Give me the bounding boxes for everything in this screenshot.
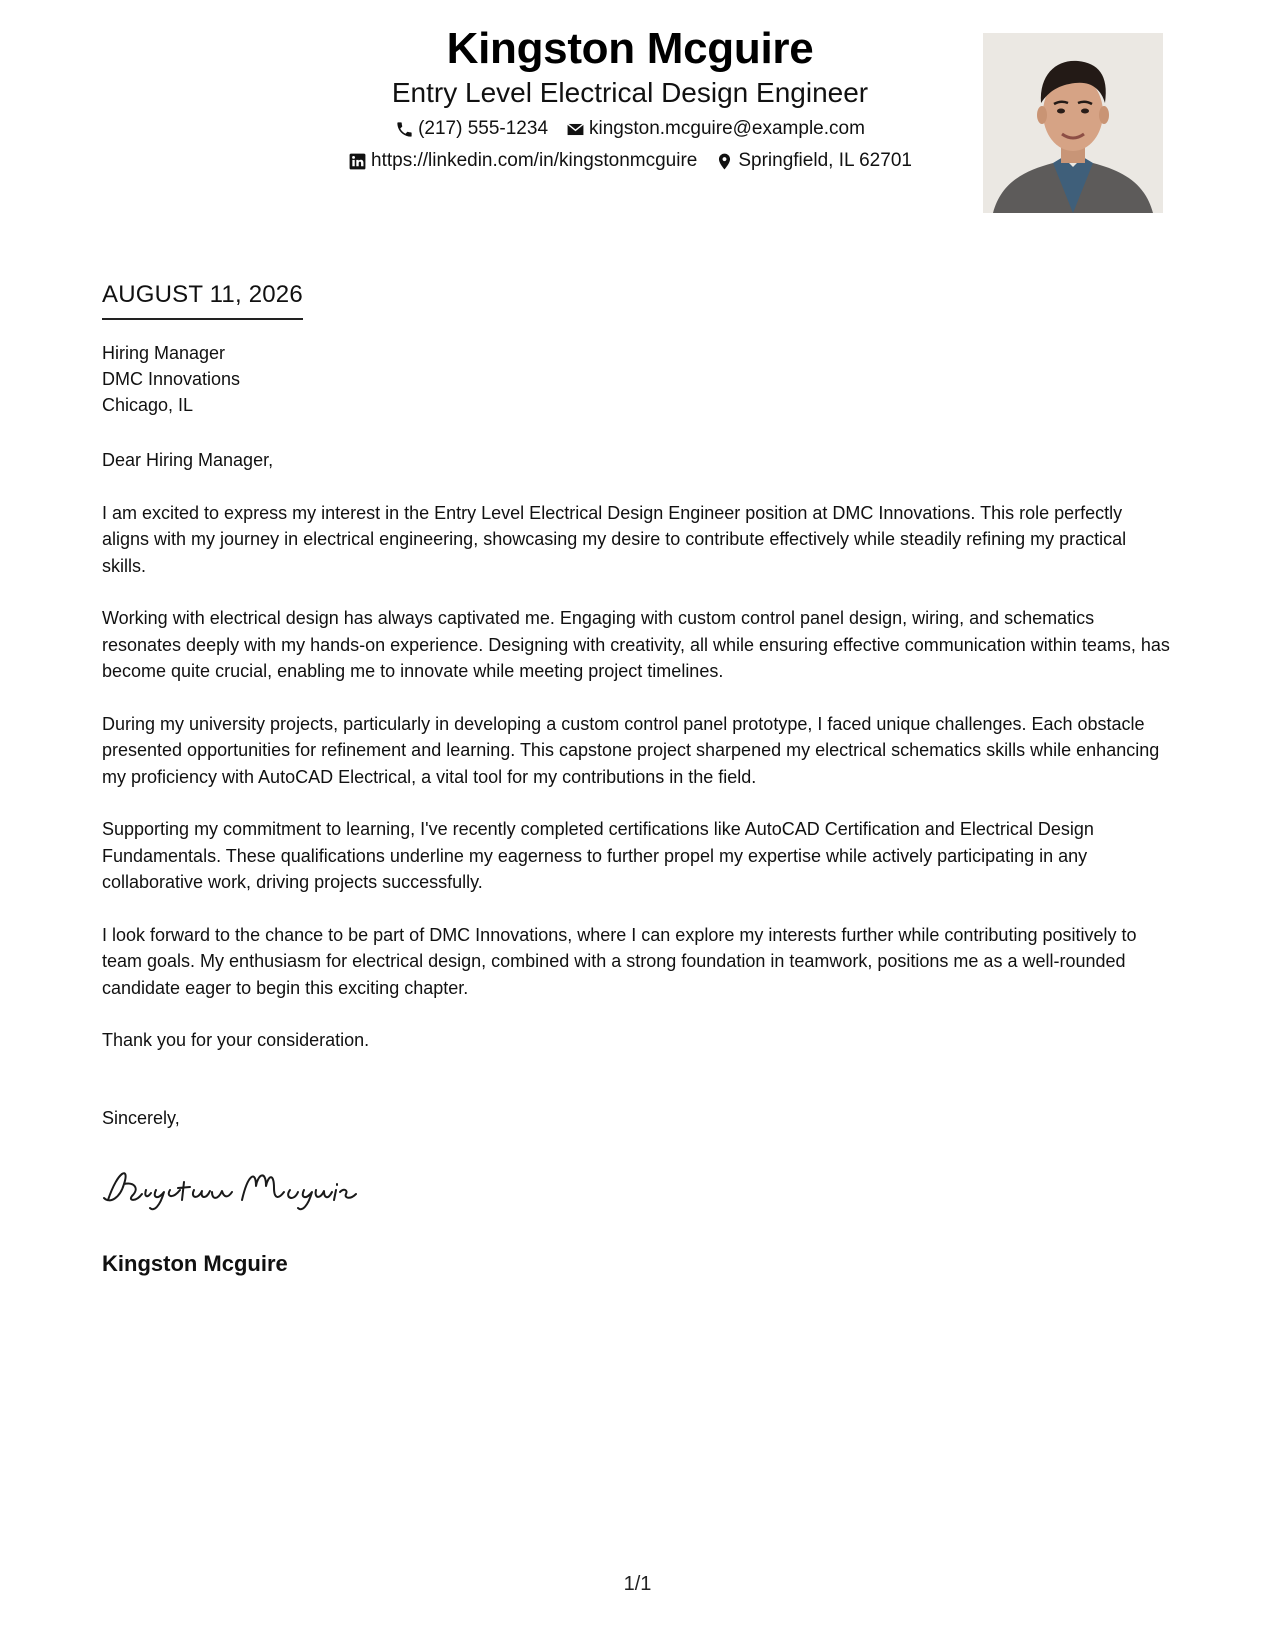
phone-icon [395,120,414,139]
signature-image [100,1160,370,1215]
body-paragraph: I look forward to the chance to be part of DMC Innovations, where I can explore my interests further while contributing positively to team goals. My enthusiasm for electrical design, combined with a strong foundation in teamwork, positions me as a well-rounded candidate eager to begin this exciting chapter. [102,924,1137,998]
letter-header [280,22,980,174]
contact-line-2 [280,148,980,174]
linkedin-icon [348,152,367,171]
contact-line-1 [280,116,980,142]
body-paragraph: Thank you for your consideration. [102,1030,370,1050]
body-paragraph: I am excited to express my interest in the Entry Level Electrical Design Engineer position at DMC Innovations. This role perfectly aligns with my journey in electrical engineering, showcasing my desire to contribute effectively while steadily refining my practical skills. [102,502,1127,576]
map-pin-icon [715,152,734,171]
portrait-image [983,33,1163,213]
page-number: 1/1 [623,1573,652,1595]
recipient-location: Chicago, IL [102,395,194,415]
signed-name: Kingston Mcguire [102,1251,288,1276]
envelope-icon [566,120,585,139]
applicant-name: Kingston Mcguire [446,24,814,73]
recipient-line: Hiring Manager [102,343,226,363]
profile-photo [983,33,1163,213]
contact-linkedin[interactable] [348,148,697,174]
recipient-company: DMC Innovations [102,369,241,389]
handwritten-signature [100,1160,370,1215]
location-text: Springfield, IL 62701 [738,150,912,171]
letter-date: AUGUST 11, 2026 [102,280,303,320]
body-paragraph: Working with electrical design has always captivated me. Engaging with custom control panel design, wiring, and schematics resonates deeply with my hands-on experience. Designing with creativity, all while ensuring effective communication within teams, has become quite crucial, enabling me to innovate while meeting project timelines. [102,608,1170,681]
closing: Sincerely, [102,1108,180,1128]
phone-text: (217) 555-1234 [418,118,549,139]
contact-location [715,148,912,174]
email-text: kingston.mcguire@example.com [589,118,865,139]
recipient-block [102,340,240,418]
salutation: Dear Hiring Manager, [102,450,274,470]
contact-phone [395,116,548,142]
body-paragraph: Supporting my commitment to learning, I've recently completed certifications like AutoCAD Certification and Electrical Design Fundamentals. These qualifications underline my eagerness to further propel my expertise while actively participating in any collaborative work, driving projects successfully. [102,819,1094,892]
contact-email[interactable] [566,116,865,142]
applicant-title: Entry Level Electrical Design Engineer [391,77,869,108]
linkedin-text: https://linkedin.com/in/kingstonmcguire [371,150,698,171]
body-paragraph: During my university projects, particularly in developing a custom control panel prototype, I faced unique challenges. Each obstacle presented opportunities for refinement and learning. This capstone project sharpened my electrical schematics skills while enhancing my proficiency with AutoCAD Electrical, a vital tool for my contributions in the field. [102,713,1160,787]
letter-body [102,447,1172,1080]
